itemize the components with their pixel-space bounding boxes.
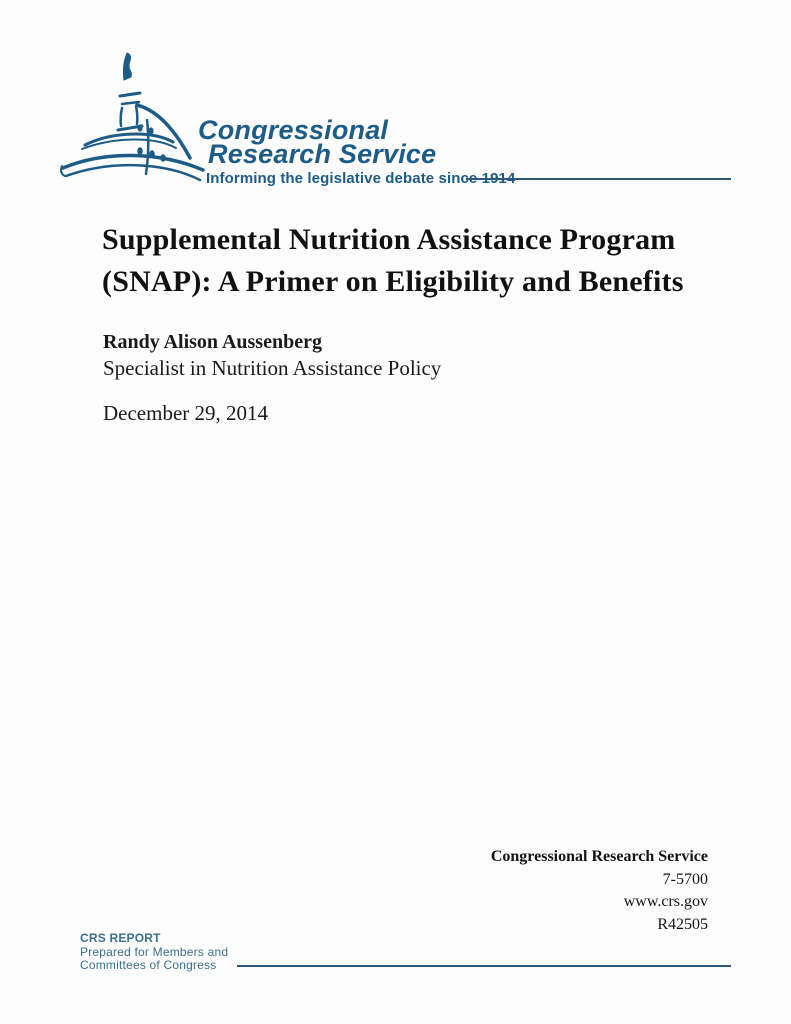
crs-report-tag-line2: Committees of Congress — [80, 958, 217, 972]
footer-rule — [237, 965, 731, 967]
crs-report-tag-line1: Prepared for Members and — [80, 944, 229, 959]
crs-report-tag — [80, 932, 228, 973]
author-block — [103, 329, 441, 381]
author-role: Specialist in Nutrition Assistance Policy — [103, 356, 442, 380]
publication-info-block — [491, 846, 708, 936]
logo-org-line2: Research Service — [208, 139, 437, 169]
publisher-website: www.crs.gov — [623, 893, 708, 910]
publisher-name: Congressional Research Service — [490, 848, 708, 865]
report-title — [102, 219, 684, 303]
logo-org-line1: Congressional — [198, 115, 389, 145]
report-title-line1: Supplemental Nutrition Assistance Program — [102, 223, 676, 256]
logo-wordmark — [198, 115, 516, 187]
crs-report-label: CRS REPORT — [80, 931, 161, 945]
author-name: Randy Alison Aussenberg — [103, 331, 322, 353]
report-title-line2: (SNAP): A Primer on Eligibility and Benefits — [102, 265, 684, 298]
report-date: December 29, 2014 — [103, 401, 269, 425]
report-number: R42505 — [657, 915, 708, 933]
logo-tagline: Informing the legislative debate since 1914 — [206, 170, 516, 187]
publisher-phone: 7-5700 — [662, 870, 708, 888]
capitol-dome-icon — [56, 42, 206, 202]
masthead-rule — [466, 178, 731, 180]
